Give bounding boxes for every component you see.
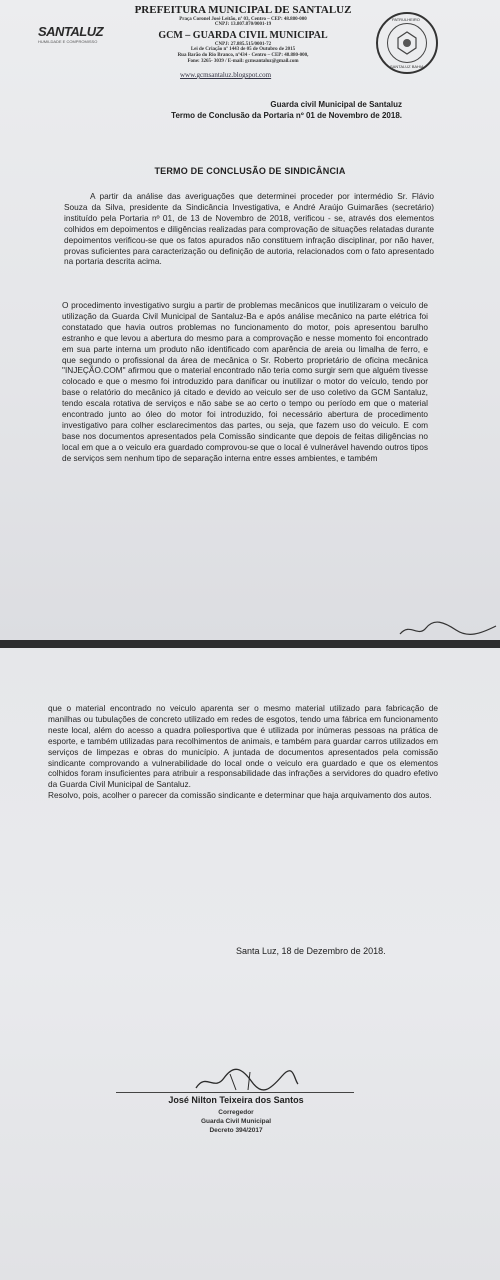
logo-wordmark: SANTALUZ [38, 24, 104, 39]
initials-signature-icon [396, 618, 500, 640]
signature-line [116, 1092, 354, 1093]
document-page-2 [0, 648, 500, 1280]
document-title: TERMO DE CONCLUSÃO DE SINDICÂNCIA [154, 166, 346, 176]
gcm-address: Rua Barão do Rio Branco, nº434 - Centro – CEP: 48.880-000, [177, 53, 309, 58]
signer-role: Corregedor [218, 1109, 254, 1116]
seal-bottom-text: SANTALUZ BAHIA [390, 64, 424, 69]
page2-paragraph-1: que o material encontrado no veiculo aparenta ser o mesmo material utilizado para fabricação de manilhas ou tubulações de concreto utilizado em redes de esgotos, tendo uma fábrica em funcionamento neste local, além do acesso a quadra poliesportiva que é utilizada por inúmeras pessoas na prática de esporte, e também utilizadas para recolhimentos de animais, e também para guardar carros utilizados em serviços de limpezas e obras do município. A juntada de documentos apresentados pela comissão sindicante comprovando a vulnerabilidade do local onde o veiculo era guardado e que os elementos colhidos foram insuficientes para atribuir a responsabilidade das infrações a servidores do quadro efetivo da Guarda Civil Municipal de Santaluz. [48, 703, 438, 790]
page2-body [48, 703, 438, 801]
city-header [118, 4, 368, 28]
city-name: PREFEITURA MUNICIPAL DE SANTALUZ [134, 4, 352, 16]
seal-top-text: PATRULHEIRO [392, 17, 420, 22]
page1-paragraph-2: O procedimento investigativo surgiu a partir de problemas mecânicos que inutilizaram o veiculo de utilização da Guarda Civil Municipal de Santaluz-Ba e após análise mecânico na parte elétrica foi constatado que havia outros problemas no funcionamento do motor, pois apresentou barulho estranho e que levou a abertura do mesmo para a comprovação e nesse momento foi encontrado em sua parte interna um produto não identificado com aparência de areia ou limalha de ferro, e que segundo o profissional da área de mecânica o Sr. Roberto proprietário de oficina mecânica "INJEÇÃO.COM" afirmou que o material encontrado não teria como surgir sem que alguém tivesse colocado e que o mesmo foi introduzido para danificar ou inutilizar o motor do veículo, tendo por base o relatório do mecânico já citado e devido ao veiculo ser de uso coletivo da GCM Santaluz, tendo escala rotativa de serviços e não sabe se ao certo o tempo ou período em que o material encontrado junto ao óleo do motor foi introduzido, foi necessário abertura de procedimento investigativo para colher esclarecimentos das partes, ou seja, que fazem uso do veiculo. E com base nos documentos apresentados pela Comissão sindicante que depois de feitas diligências no local em que a o veiculo era guardado comprovou-se que o local é vulnerável havendo outros tipos de serviços sem nenhum tipo de separação interna entre esses ambientes, e também [62, 300, 428, 463]
website-link: www.gcmsantaluz.blogspot.com [180, 71, 272, 79]
city-cnpj: CNPJ: 13.807.870/0001-19 [214, 22, 272, 28]
signer-name: José Nilton Teixeira dos Santos [168, 1095, 304, 1105]
org-line: Guarda civil Municipal de Santaluz [270, 100, 402, 109]
logo-tagline: HUMILDADE E COMPROMISSO [38, 39, 98, 44]
signer-decree: Decreto 394/2017 [209, 1127, 263, 1134]
gcm-phone: Fone: 3265- 3039 / E-mail: gcmsantaluz@gmail.com [187, 58, 299, 64]
santaluz-logo [38, 24, 118, 50]
gcm-seal [376, 12, 438, 74]
ref-line: Termo de Conclusão da Portaria nº 01 de Novembro de 2018. [171, 111, 402, 120]
page1-body [64, 191, 434, 267]
page2-paragraph-2: Resolvo, pois, acolher o parecer da comissão sindicante e determinar que haja arquivamento dos autos. [48, 790, 432, 801]
gcm-law: Lei de Criação nº 1443 de 05 de Outubro de 2015 [190, 47, 296, 53]
closing-date: Santa Luz, 18 de Dezembro de 2018. [236, 946, 386, 956]
page1-paragraph-1: A partir da análise das averiguações que determinei proceder por intermédio Sr. Flávio Souza da Silva, presidente da Sindicância Investigativa, e André Araújo Guimarães (secretário) instituído pela Portaria nº 01, de 13 de Novembro de 2018, verificou - se, através dos elementos colhidos em depoimentos e diligências realizadas para comprovação de situações relatadas durante depoimentos verificou-se que os fatos apurados não constituem infração disciplinar, por não haver, provas suficientes para caracterização ou definição de autoria, relacionados com o fato apresentado na portaria descrita acima. [64, 191, 434, 267]
gcm-cnpj: CNPJ: 27.885.515/0001-72 [214, 41, 272, 47]
signer-org: Guarda Civil Municipal [200, 1118, 272, 1125]
seal-emblem-icon [387, 23, 427, 63]
city-address: Praça Coronel José Leitão, nº 03, Centro – CEP: 48.880-000 [179, 16, 307, 22]
gcm-header [118, 30, 368, 65]
page1-body-2 [62, 300, 428, 464]
gcm-name: GCM – GUARDA CIVIL MUNICIPAL [158, 30, 328, 41]
page-gap [0, 640, 500, 648]
